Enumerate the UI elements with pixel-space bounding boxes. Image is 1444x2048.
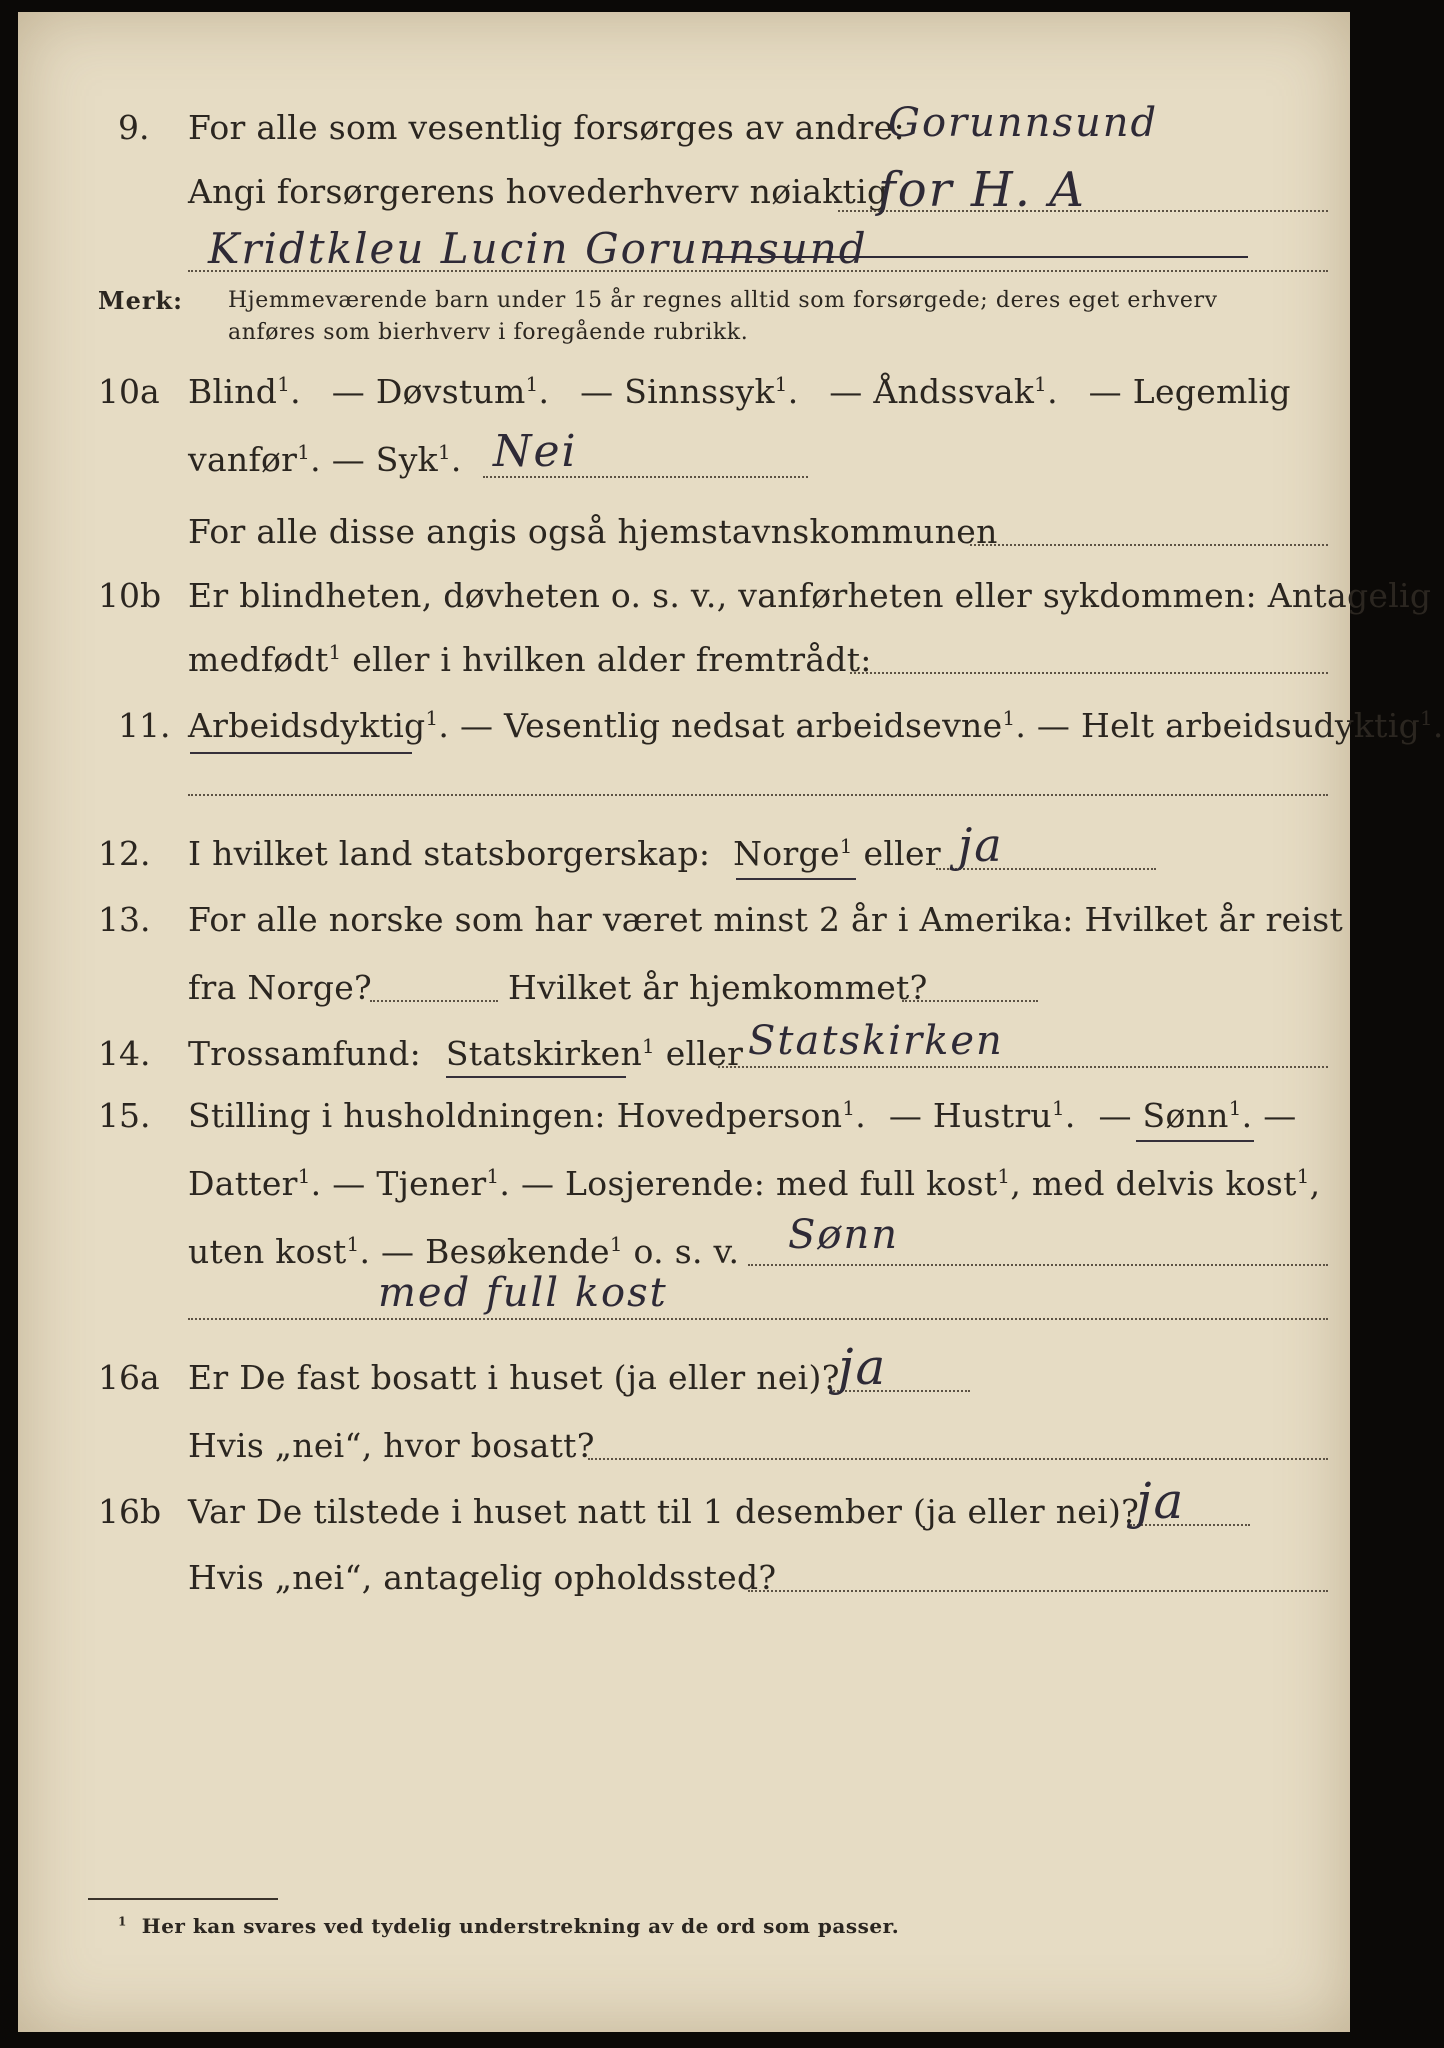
- merk-line1: Hjemmeværende barn under 15 år regnes alltid som forsørgede; deres eget erhverv: [228, 288, 1218, 313]
- footnote-ref: 1: [842, 1097, 856, 1120]
- footnote-ref: 1: [839, 835, 853, 858]
- q15-datter: Datter: [188, 1164, 298, 1203]
- q16b-number: 16b: [98, 1492, 162, 1531]
- q15-dash: —: [1263, 1096, 1297, 1135]
- q13-line2b: Hvilket år hjemkommet?: [508, 968, 928, 1007]
- q11-arbeidsdyktig: Arbeidsdyktig: [188, 706, 426, 745]
- q16b-dotted-line-2: [748, 1590, 1328, 1592]
- q13-line2a: fra Norge?: [188, 968, 373, 1007]
- q15-hustru: — Hustru: [888, 1096, 1052, 1135]
- q9-line2: Angi forsørgerens hovederhverv nøiaktig: [188, 172, 889, 211]
- q15-line1: Stilling i husholdningen: Hovedperson$^1$. — Hustru$^1$. — Sønn$^1$. —: [188, 1096, 1297, 1135]
- q14-dotted-line: [718, 1066, 1328, 1068]
- footnote-ref: 1: [1228, 1097, 1242, 1120]
- q12-number: 12.: [98, 834, 151, 873]
- q16a-line1: Er De fast bosatt i huset (ja eller nei)?: [188, 1358, 840, 1397]
- q10a-dovstum: — Døvstum: [331, 372, 526, 411]
- q16b-line1: Var De tilstede i huset natt til 1 desember (ja eller nei)?: [188, 1492, 1140, 1531]
- q15-losjerende: — Losjerende: med full kost: [520, 1164, 998, 1203]
- q10b-line2: [188, 640, 872, 679]
- q15-besokende: — Besøkende: [381, 1232, 610, 1271]
- q9-handwriting-3: Kridtkleu Lucin Gorunnsund: [208, 224, 868, 273]
- q9-strike-through: [708, 256, 1248, 258]
- q16a-number: 16a: [98, 1358, 160, 1397]
- footnote-text: Her kan svares ved tydelig understrekning av de ord som passer.: [141, 1914, 900, 1938]
- footnote-ref: 1: [1296, 1165, 1310, 1188]
- merk-label: Merk:: [98, 286, 183, 315]
- q15-sonn: — Sønn: [1098, 1096, 1229, 1135]
- q10a-syk: — Syk: [331, 440, 438, 479]
- q9-handwriting-1: Gorunnsund: [888, 100, 1159, 146]
- q14-statskirken-underline: [446, 1076, 626, 1078]
- q16b-handwriting: ja: [1136, 1472, 1186, 1530]
- footnote-ref: 1: [297, 441, 311, 464]
- q16a-line2: Hvis „nei“, hvor bosatt?: [188, 1426, 595, 1465]
- footnote-ref: 1: [1034, 373, 1048, 396]
- q12-norge: Norge: [733, 834, 840, 873]
- footnote-ref: 1: [437, 441, 451, 464]
- q10b-line1: Er blindheten, døvheten o. s. v., vanførheten eller sykdommen: Antagelig: [188, 576, 1432, 615]
- q12-norge-underline: [736, 878, 856, 880]
- q15-handwriting-1: Sønn: [788, 1212, 900, 1258]
- q16a-dotted-line-2: [588, 1458, 1328, 1460]
- footnote-ref: 1: [774, 373, 788, 396]
- footnote-mark: 1: [118, 1914, 127, 1929]
- footnote-ref: 1: [328, 641, 342, 664]
- q13-dotted-line-2: [902, 1000, 1038, 1002]
- q10b-number: 10b: [98, 576, 162, 615]
- q10a-options-line: Blind$^1$. — Døvstum$^1$. — Sinnssyk$^1$. — Åndssvak$^1$. — Legemlig: [188, 372, 1291, 411]
- q15-osv: o. s. v.: [633, 1232, 740, 1271]
- q15-line3: uten kost$^1$. — Besøkende$^1$ o. s. v.: [188, 1232, 740, 1271]
- footnote-ref: 1: [1051, 1097, 1065, 1120]
- q10a-dotted-line-3: [970, 544, 1328, 546]
- q12-text: I hvilket land statsborgerskap:: [188, 834, 711, 873]
- footnote-rule: [88, 1898, 278, 1900]
- q11-helt: — Helt arbeidsudyktig: [1036, 706, 1420, 745]
- merk-line2: anføres som bierhverv i foregående rubrikk.: [228, 320, 749, 345]
- q14-handwriting: Statskirken: [748, 1018, 1004, 1064]
- q14-eller: eller: [665, 1034, 744, 1073]
- q11-dotted-line: [188, 794, 1328, 796]
- q9-handwriting-2: for H. A: [878, 162, 1086, 218]
- q11-line: Arbeidsdyktig$^1$. — Vesentlig nedsat arbeidsevne$^1$. — Helt arbeidsudyktig$^1$.: [188, 706, 1444, 745]
- footnote-ref: 1: [486, 1165, 500, 1188]
- q12-eller: eller: [863, 834, 941, 873]
- q16b-line2: Hvis „nei“, antagelig opholdssted?: [188, 1558, 777, 1597]
- q10a-legemlig: — Legemlig: [1088, 372, 1291, 411]
- q15-tjener: — Tjener: [332, 1164, 487, 1203]
- q14-statskirken: Statskirken: [445, 1034, 643, 1073]
- footnote-ref: 1: [346, 1233, 360, 1256]
- q9-line1: For alle som vesentlig forsørges av andre:: [188, 108, 905, 147]
- q14-line: [188, 1034, 743, 1073]
- q15-line2: Datter$^1$. — Tjener$^1$. — Losjerende: med full kost$^1$, med delvis kost$^1$,: [188, 1164, 1321, 1203]
- q11-number: 11.: [118, 706, 171, 745]
- q14-label: Trossamfund:: [188, 1034, 422, 1073]
- q10a-sinnssyk: — Sinnssyk: [580, 372, 775, 411]
- q11-arbeidsdyktig-underline: [190, 752, 412, 754]
- footnote-ref: 1: [277, 373, 291, 396]
- q15-dotted-line-3: [748, 1264, 1328, 1266]
- q11-vesentlig: — Vesentlig nedsat arbeidsevne: [459, 706, 1003, 745]
- q10b-line2-text: eller i hvilken alder fremtrådt:: [352, 640, 872, 679]
- footnote-ref: 1: [297, 1165, 311, 1188]
- q10a-line3: For alle disse angis også hjemstavnskommunen: [188, 512, 998, 551]
- footnote-ref: 1: [642, 1035, 655, 1058]
- footnote-ref: 1: [609, 1233, 623, 1256]
- q15-handwriting-2: med full kost: [378, 1270, 668, 1316]
- q10b-medfodt: medfødt: [188, 640, 329, 679]
- q15-number: 15.: [98, 1096, 151, 1135]
- q10a-vanfor: vanfør: [188, 440, 298, 479]
- q9-number: 9.: [118, 108, 150, 147]
- q10a-line2: vanfør$^1$. — Syk$^1$.: [188, 440, 462, 479]
- footnote-ref: 1: [425, 707, 439, 730]
- q10a-number: 10a: [98, 372, 160, 411]
- q10a-blind: Blind: [188, 372, 278, 411]
- footnote: [118, 1914, 899, 1938]
- census-form-page: [18, 12, 1444, 2032]
- q15-sonn-underline: [1136, 1140, 1254, 1142]
- q15-delvis-kost: , med delvis kost: [1010, 1164, 1297, 1203]
- footnote-ref: 1: [525, 373, 539, 396]
- q13-line1: For alle norske som har været minst 2 år i Amerika: Hvilket år reist: [188, 900, 1344, 939]
- footnote-ref: 1: [997, 1165, 1011, 1188]
- q12-line: [188, 834, 941, 873]
- q13-dotted-line-1: [370, 1000, 498, 1002]
- q10b-dotted-line: [850, 672, 1328, 674]
- q15-hovedperson: Stilling i husholdningen: Hovedperson: [188, 1096, 843, 1135]
- q16a-handwriting: ja: [838, 1338, 888, 1396]
- q15-uten-kost: uten kost: [188, 1232, 347, 1271]
- footnote-ref: 1: [1002, 707, 1016, 730]
- q14-number: 14.: [98, 1034, 151, 1073]
- q12-handwriting: ja: [958, 818, 1004, 872]
- q10a-andssvak: — Åndssvak: [829, 372, 1035, 411]
- q10a-handwriting: Nei: [493, 426, 578, 477]
- q13-number: 13.: [98, 900, 151, 939]
- footnote-ref: 1: [1420, 707, 1433, 730]
- q15-dotted-line-4: [188, 1318, 1328, 1320]
